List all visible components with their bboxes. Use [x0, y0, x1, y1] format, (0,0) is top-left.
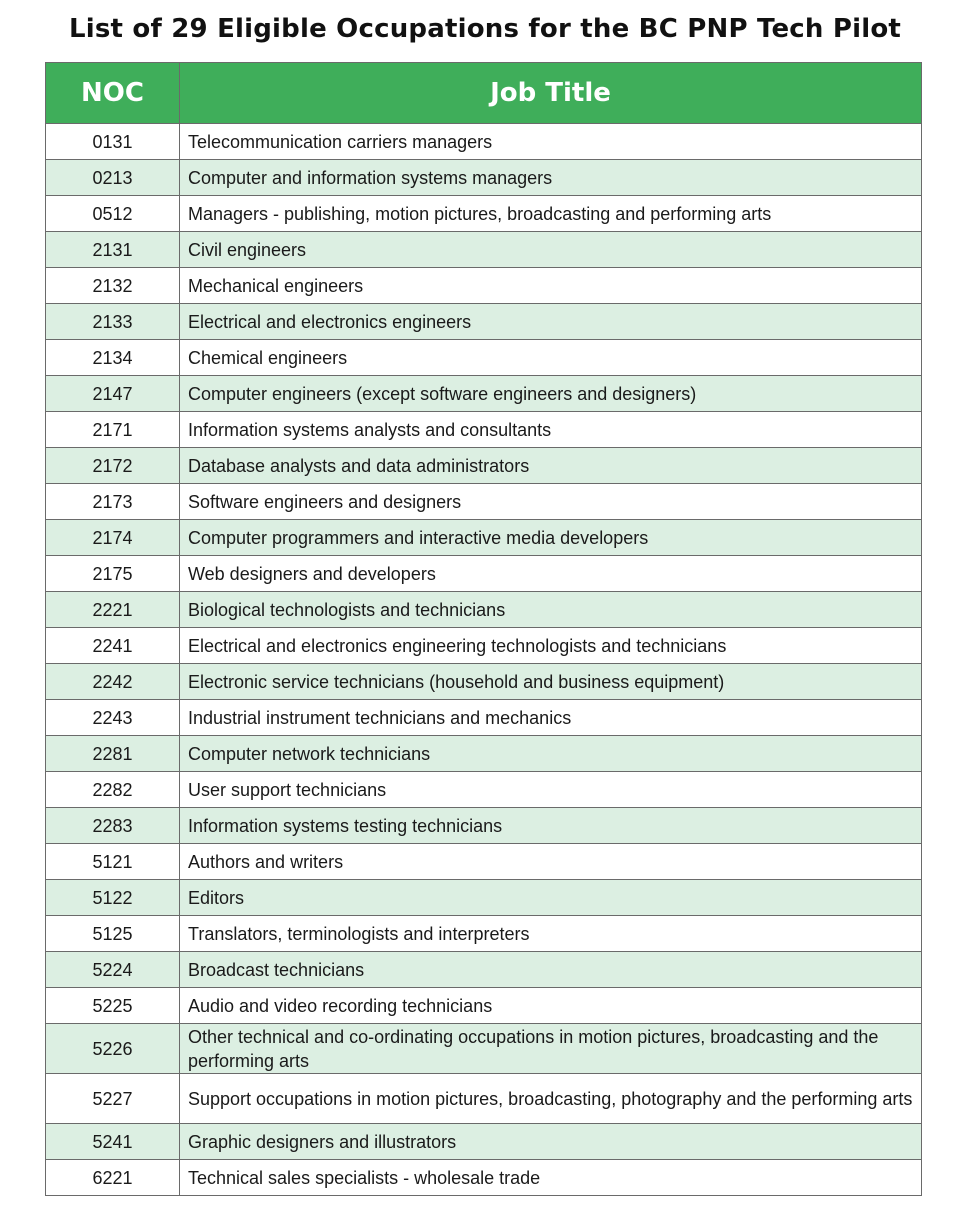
job-title: Software engineers and designers	[180, 484, 922, 520]
noc-code: 5225	[46, 988, 180, 1024]
job-title: Electrical and electronics engineering technologists and technicians	[180, 628, 922, 664]
table-row	[46, 988, 922, 1024]
table-row	[46, 700, 922, 736]
job-title: Managers - publishing, motion pictures, broadcasting and performing arts	[180, 196, 922, 232]
noc-code: 2133	[46, 304, 180, 340]
table-row	[46, 268, 922, 304]
job-title: Broadcast technicians	[180, 952, 922, 988]
noc-code: 2147	[46, 376, 180, 412]
noc-code: 2131	[46, 232, 180, 268]
table-row	[46, 1074, 922, 1124]
job-title: Computer engineers (except software engineers and designers)	[180, 376, 922, 412]
job-title: Civil engineers	[180, 232, 922, 268]
job-title: Industrial instrument technicians and mechanics	[180, 700, 922, 736]
job-title: Audio and video recording technicians	[180, 988, 922, 1024]
noc-code: 0131	[46, 124, 180, 160]
noc-code: 2283	[46, 808, 180, 844]
job-title: Electrical and electronics engineers	[180, 304, 922, 340]
job-title: Editors	[180, 880, 922, 916]
job-title: Web designers and developers	[180, 556, 922, 592]
job-title: Translators, terminologists and interpreters	[180, 916, 922, 952]
table-row	[46, 916, 922, 952]
table-row	[46, 808, 922, 844]
job-title: Other technical and co-ordinating occupations in motion pictures, broadcasting and the performing arts	[180, 1024, 922, 1074]
job-title: Mechanical engineers	[180, 268, 922, 304]
noc-code: 5122	[46, 880, 180, 916]
occupations-table	[45, 62, 922, 1196]
noc-code: 0213	[46, 160, 180, 196]
noc-column-header: NOC	[46, 63, 180, 124]
table-row	[46, 520, 922, 556]
table-row	[46, 124, 922, 160]
noc-code: 5241	[46, 1124, 180, 1160]
job-title: Telecommunication carriers managers	[180, 124, 922, 160]
table-row	[46, 556, 922, 592]
noc-code: 2221	[46, 592, 180, 628]
job-title: Technical sales specialists - wholesale trade	[180, 1160, 922, 1196]
noc-code: 2132	[46, 268, 180, 304]
job-title: Electronic service technicians (household and business equipment)	[180, 664, 922, 700]
job-title: User support technicians	[180, 772, 922, 808]
noc-code: 2243	[46, 700, 180, 736]
page-title: List of 29 Eligible Occupations for the BC PNP Tech Pilot	[68, 14, 902, 44]
noc-code: 2175	[46, 556, 180, 592]
noc-code: 2174	[46, 520, 180, 556]
table-row	[46, 844, 922, 880]
table-row	[46, 304, 922, 340]
table-row	[46, 952, 922, 988]
table-row	[46, 736, 922, 772]
job-title: Graphic designers and illustrators	[180, 1124, 922, 1160]
job-title: Database analysts and data administrators	[180, 448, 922, 484]
job-title: Chemical engineers	[180, 340, 922, 376]
table-row	[46, 376, 922, 412]
noc-code: 2281	[46, 736, 180, 772]
noc-code: 5121	[46, 844, 180, 880]
table-row	[46, 592, 922, 628]
noc-code: 2241	[46, 628, 180, 664]
noc-code: 2173	[46, 484, 180, 520]
table-row	[46, 196, 922, 232]
job-title: Authors and writers	[180, 844, 922, 880]
job-title: Computer network technicians	[180, 736, 922, 772]
table-row	[46, 1024, 922, 1074]
noc-code: 2242	[46, 664, 180, 700]
table-row	[46, 412, 922, 448]
table-row	[46, 1160, 922, 1196]
table-row	[46, 160, 922, 196]
table-row	[46, 232, 922, 268]
table-row	[46, 484, 922, 520]
job-title: Information systems testing technicians	[180, 808, 922, 844]
table-row	[46, 880, 922, 916]
job-title: Computer programmers and interactive media developers	[180, 520, 922, 556]
noc-code: 5226	[46, 1024, 180, 1074]
noc-code: 6221	[46, 1160, 180, 1196]
noc-code: 2134	[46, 340, 180, 376]
noc-code: 0512	[46, 196, 180, 232]
noc-code: 5125	[46, 916, 180, 952]
table-row	[46, 448, 922, 484]
job-title: Computer and information systems managers	[180, 160, 922, 196]
noc-code: 5227	[46, 1074, 180, 1124]
noc-code: 2172	[46, 448, 180, 484]
noc-code: 5224	[46, 952, 180, 988]
job-title-column-header: Job Title	[180, 63, 922, 124]
noc-code: 2282	[46, 772, 180, 808]
table-row	[46, 1124, 922, 1160]
table-row	[46, 340, 922, 376]
job-title: Biological technologists and technicians	[180, 592, 922, 628]
table-row	[46, 664, 922, 700]
table-row	[46, 772, 922, 808]
table-header-row	[46, 63, 922, 124]
job-title: Support occupations in motion pictures, broadcasting, photography and the performing arts	[180, 1074, 922, 1124]
job-title: Information systems analysts and consultants	[180, 412, 922, 448]
noc-code: 2171	[46, 412, 180, 448]
table-row	[46, 628, 922, 664]
